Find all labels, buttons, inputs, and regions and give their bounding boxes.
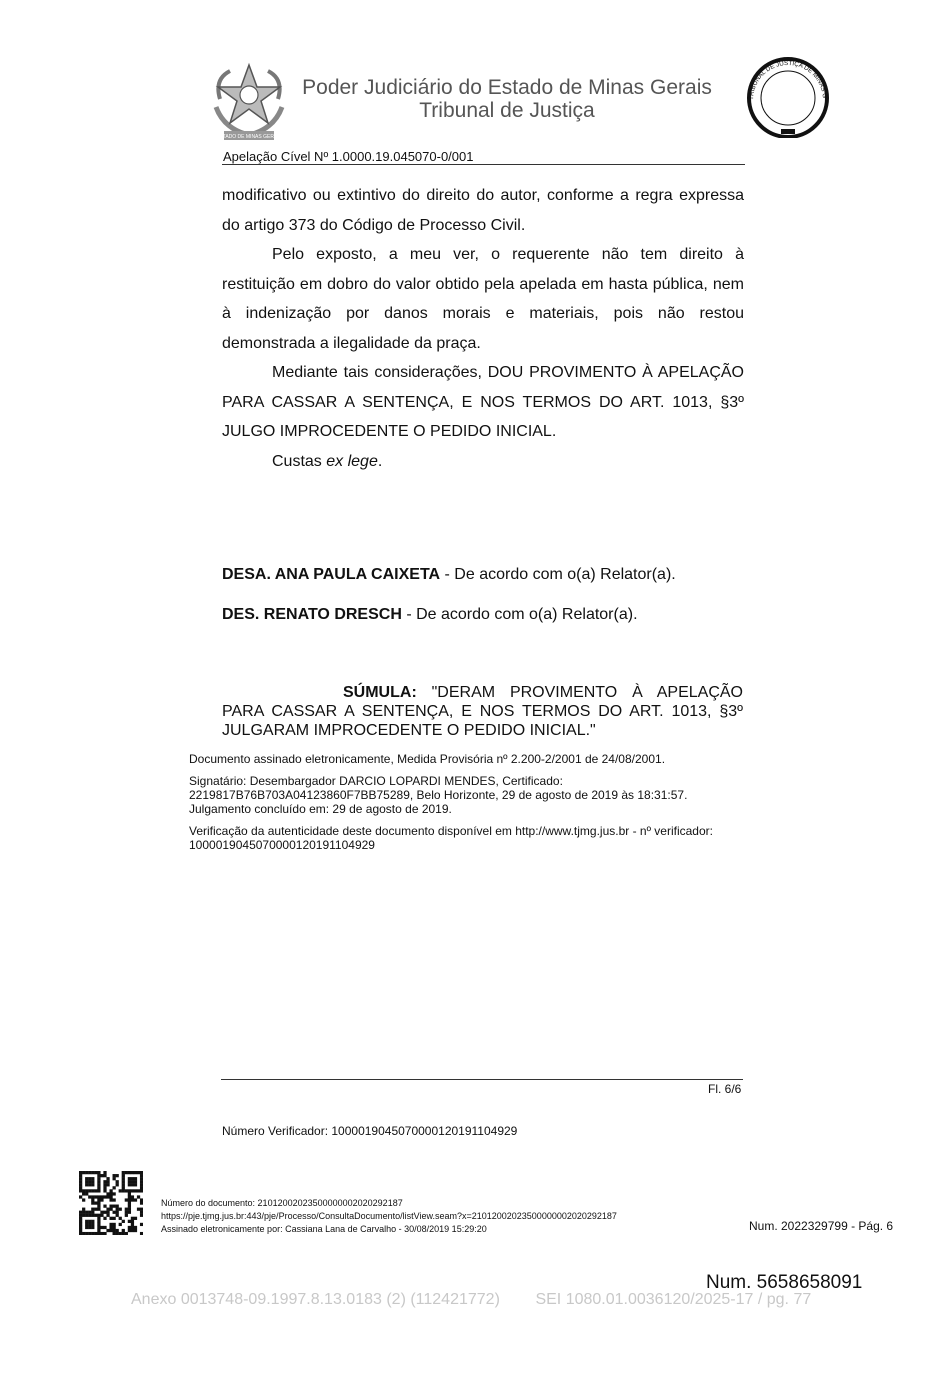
coat-of-arms-logo <box>210 59 288 147</box>
judge-name: DESA. ANA PAULA CAIXETA <box>222 566 441 583</box>
signatory: Signatário: Desembargador DARCIO LOPARDI MENDES, Certificado: <box>189 774 563 788</box>
vote-line <box>222 566 676 584</box>
sumula-line-1: "DERAM PROVIMENTO À APELAÇÃO <box>416 684 743 701</box>
paragraph-1: modificativo ou extintivo do direito do autor, conforme a regra expressa do artigo 373 do Código de Processo Civil. <box>222 187 744 234</box>
judge-name: DES. RENATO DRESCH <box>222 606 402 623</box>
page-number: Num. 2022329799 - Pág. 6 <box>749 1219 894 1233</box>
sumula-block <box>222 683 743 740</box>
footer-divider <box>221 1079 743 1080</box>
signed-by: Assinado eletronicamente por: Cassiana Lana de Carvalho - 30/08/2019 15:29:20 <box>161 1224 487 1234</box>
vote-text: - De acordo com o(a) Relator(a). <box>401 606 638 623</box>
qr-code-icon <box>79 1171 143 1235</box>
coat-text: ESTADO DE MINAS GERAIS <box>215 134 283 140</box>
document-number: Número do documento: 21012002023500000002020292187 <box>161 1198 403 1208</box>
document-url[interactable]: https://pje.tjmg.jus.br:443/pje/Processo/ConsultaDocumento/listView.seam?x=21012002023500000002020292187 <box>161 1211 617 1221</box>
court-name: Poder Judiciário do Estado de Minas Gerais <box>302 76 712 99</box>
paragraph-2: Pelo exposto, a meu ver, o requerente não tem direito à restituição em dobro do valor obtido pela apelada em hasta pública, nem à indenização por danos morais e materiais, pois não restou demonstrada a ilegalidade da praça. <box>222 246 744 352</box>
document-body <box>222 181 744 476</box>
annex-watermark: Anexo 0013748-09.1997.8.13.0183 (2) (112421772) SEI 1080.01.0036120/2025-17 / pg. 77 <box>131 1291 812 1308</box>
sumula-label: SÚMULA: <box>343 684 417 701</box>
certificate: 2219817B76B703A04123860F7BB75289, Belo Horizonte, 29 de agosto de 2019 às 18:31:57. <box>189 788 688 802</box>
signature-block <box>189 752 789 852</box>
header-divider <box>222 164 745 165</box>
footer-metadata <box>161 1197 617 1236</box>
court-subtitle: Tribunal de Justiça <box>419 99 595 122</box>
document-num: Num. 5658658091 <box>706 1272 863 1293</box>
verifier-number: Número Verificador: 1000019045070000120191104929 <box>222 1124 518 1138</box>
costs-italic: ex lege <box>326 452 378 470</box>
signature-statement: Documento assinado eletronicamente, Medida Provisória nº 2.200-2/2001 de 24/08/2001. <box>189 752 666 766</box>
header-title <box>297 76 717 122</box>
vote-line <box>222 606 638 624</box>
case-number: Apelação Cível Nº 1.0000.19.045070-0/001 <box>223 149 474 164</box>
seal-text: TRIBUNAL DE JUSTIÇA DE MINAS G <box>747 59 829 101</box>
sumula-line-3: JULGARAM IMPROCEDENTE O PEDIDO INICIAL." <box>222 722 596 739</box>
verification-text: Verificação da autenticidade deste documento disponível em http://www.tjmg.jus.br - nº verificador: <box>189 824 713 838</box>
paragraph-costs <box>222 447 744 477</box>
costs-suffix: . <box>377 452 383 470</box>
sumula-line-2: PARA CASSAR A SENTENÇA, E NOS TERMOS DO ART. 1013, §3º <box>222 703 743 720</box>
paragraph-3: Mediante tais considerações, DOU PROVIMENTO À APELAÇÃO PARA CASSAR A SENTENÇA, E NOS TERMOS DO ART. 1013, §3º JULGO IMPROCEDENTE O PEDIDO INICIAL. <box>222 364 744 440</box>
court-seal-stamp <box>741 56 835 138</box>
folio-number: Fl. 6/6 <box>708 1082 742 1096</box>
costs-prefix: Custas <box>272 452 327 470</box>
vote-text: - De acordo com o(a) Relator(a). <box>440 566 676 583</box>
judgment-date: Julgamento concluído em: 29 de agosto de 2019. <box>189 802 452 816</box>
verification-code: 1000019045070000120191104929 <box>189 838 375 852</box>
